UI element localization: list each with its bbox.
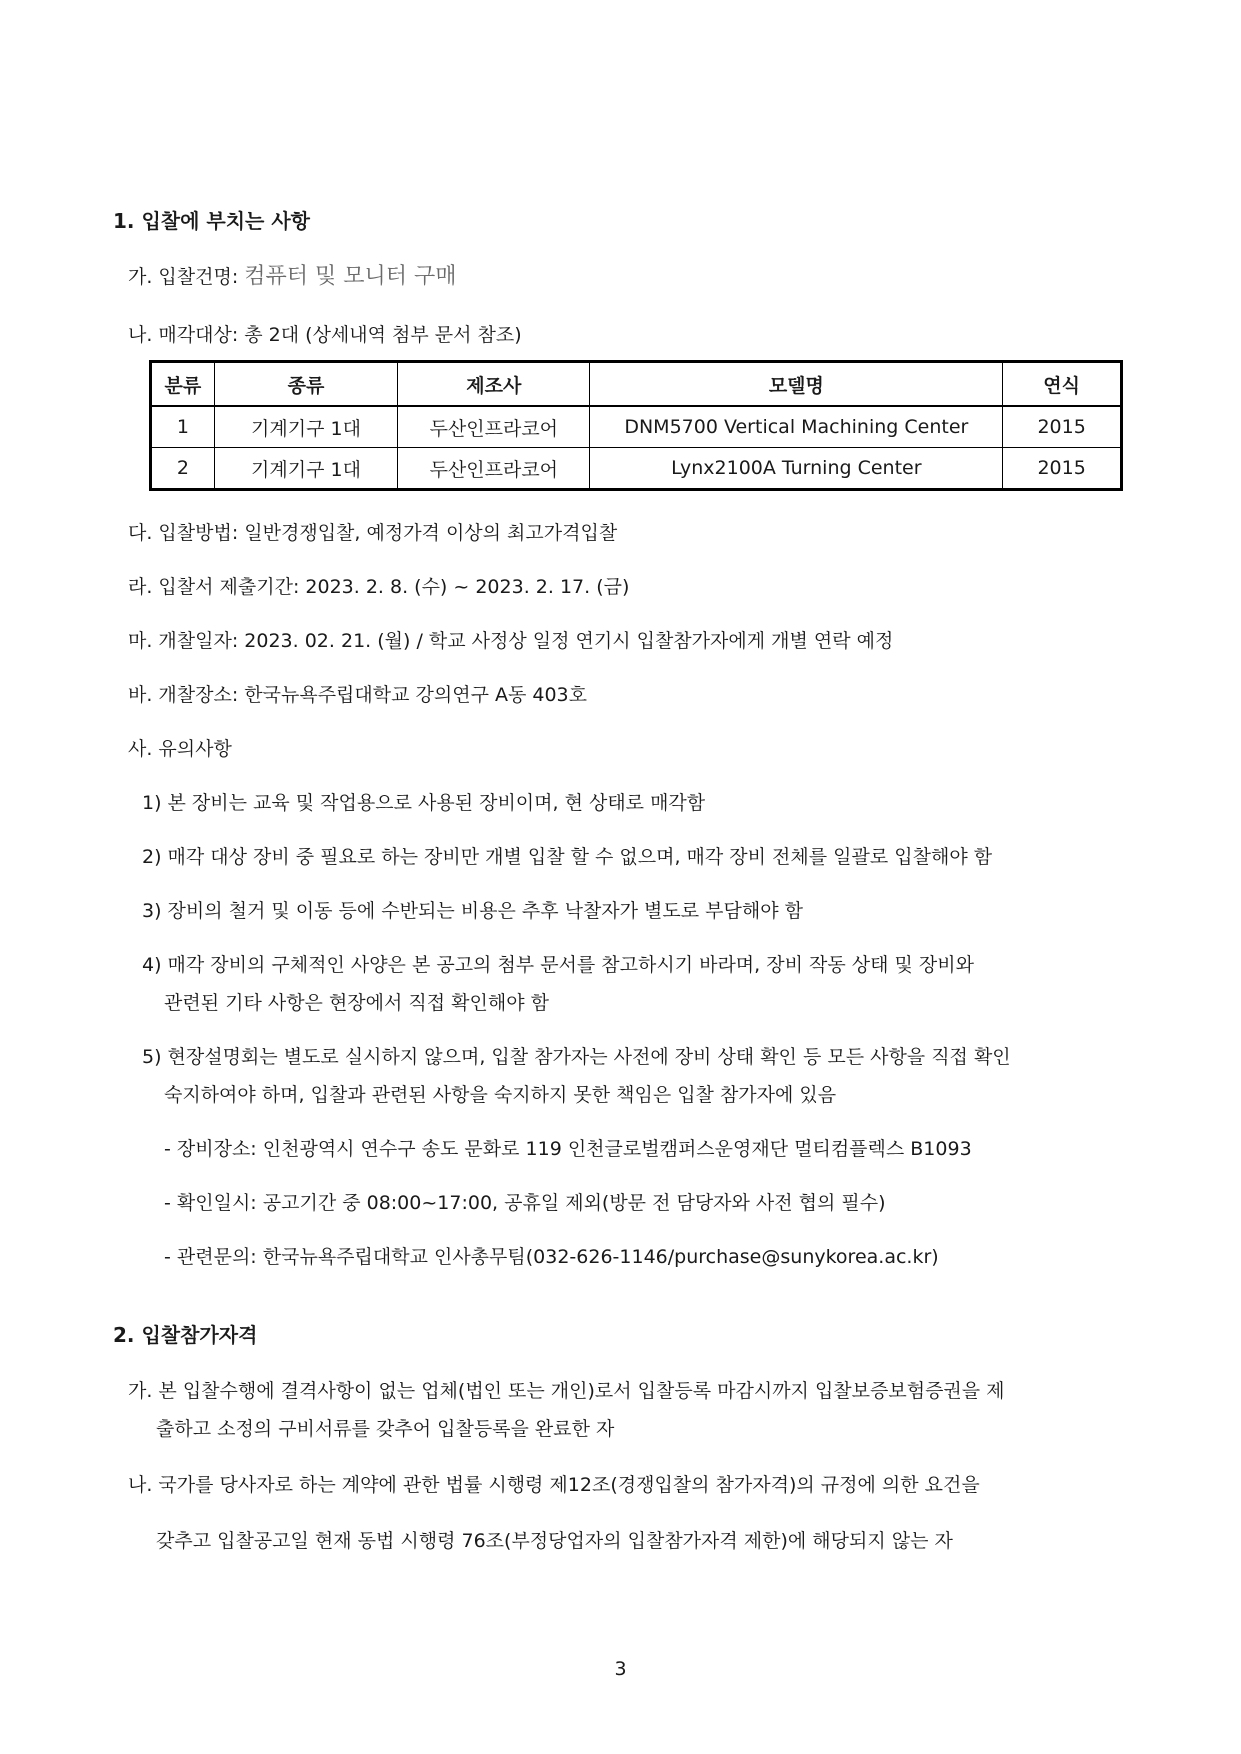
note-5-line-1: 5) 현장설명회는 별도로 실시하지 않으며, 입찰 참가자는 사전에 장비 상태 확인 등 모든 사항을 직접 확인 bbox=[142, 1046, 1011, 1068]
qualification-ga-line-2: 출하고 소정의 구비서류를 갖추어 입찰등록을 완료한 자 bbox=[156, 1418, 615, 1440]
note-4-line-2: 관련된 기타 사항은 현장에서 직접 확인해야 함 bbox=[164, 992, 549, 1014]
cell-year: 2015 bbox=[1003, 406, 1122, 448]
cell-type: 기계기구 1대 bbox=[214, 406, 397, 448]
table-row bbox=[151, 448, 1122, 490]
opening-date-line: 마. 개찰일자: 2023. 02. 21. (월) / 학교 사정상 일정 연기시 입찰참가자에게 개별 연락 예정 bbox=[128, 630, 894, 652]
header-type: 종류 bbox=[214, 362, 397, 407]
submission-period-line: 라. 입찰서 제출기간: 2023. 2. 8. (수) ~ 2023. 2. 17. (금) bbox=[128, 576, 630, 598]
table-row bbox=[151, 406, 1122, 448]
opening-place-line: 바. 개찰장소: 한국뉴욕주립대학교 강의연구 A동 403호 bbox=[128, 684, 587, 706]
notes-heading: 사. 유의사항 bbox=[128, 738, 232, 760]
page-number: 3 bbox=[614, 1658, 627, 1680]
note-4-line-1: 4) 매각 장비의 구체적인 사양은 본 공고의 첨부 문서를 참고하시기 바라며, 장비 작동 상태 및 장비와 bbox=[142, 954, 974, 976]
cell-model: Lynx2100A Turning Center bbox=[590, 448, 1003, 490]
bid-title-value: 컴퓨터 및 모니터 구매 bbox=[244, 264, 457, 289]
table-header-row bbox=[151, 362, 1122, 407]
sale-target-line: 나. 매각대상: 총 2대 (상세내역 첨부 문서 참조) bbox=[128, 324, 522, 346]
cell-category: 1 bbox=[151, 406, 215, 448]
note-2: 2) 매각 대상 장비 중 필요로 하는 장비만 개별 입찰 할 수 없으며, 매각 장비 전체를 일괄로 입찰해야 함 bbox=[142, 846, 993, 868]
header-model: 모델명 bbox=[590, 362, 1003, 407]
equipment-table bbox=[149, 360, 1123, 491]
cell-manufacturer: 두산인프라코어 bbox=[398, 406, 590, 448]
section-1-heading: 1. 입찰에 부치는 사항 bbox=[113, 209, 310, 233]
cell-model: DNM5700 Vertical Machining Center bbox=[590, 406, 1003, 448]
note-3: 3) 장비의 철거 및 이동 등에 수반되는 비용은 추후 낙찰자가 별도로 부담해야 함 bbox=[142, 900, 803, 922]
header-manufacturer: 제조사 bbox=[398, 362, 590, 407]
qualification-ga-line-1: 가. 본 입찰수행에 결격사항이 없는 업체(법인 또는 개인)로서 입찰등록 마감시까지 입찰보증보험증권을 제 bbox=[128, 1380, 1005, 1402]
qualification-na-line-1: 나. 국가를 당사자로 하는 계약에 관한 법률 시행령 제12조(경쟁입찰의 참가자격)의 규정에 의한 요건을 bbox=[128, 1474, 980, 1496]
bid-method-line: 다. 입찰방법: 일반경쟁입찰, 예정가격 이상의 최고가격입찰 bbox=[128, 522, 618, 544]
qualification-na-line-2: 갖추고 입찰공고일 현재 동법 시행령 76조(부정당업자의 입찰참가자격 제한)에 해당되지 않는 자 bbox=[156, 1530, 953, 1552]
cell-manufacturer: 두산인프라코어 bbox=[398, 448, 590, 490]
cell-type: 기계기구 1대 bbox=[214, 448, 397, 490]
header-category: 분류 bbox=[151, 362, 215, 407]
note-5-line-2: 숙지하여야 하며, 입찰과 관련된 사항을 숙지하지 못한 책임은 입찰 참가자에 있음 bbox=[164, 1084, 837, 1106]
cell-year: 2015 bbox=[1003, 448, 1122, 490]
bid-title-line bbox=[128, 264, 457, 290]
header-year: 연식 bbox=[1003, 362, 1122, 407]
detail-contact: - 관련문의: 한국뉴욕주립대학교 인사총무팀(032-626-1146/purchase@sunykorea.ac.kr) bbox=[164, 1246, 939, 1268]
cell-category: 2 bbox=[151, 448, 215, 490]
note-1: 1) 본 장비는 교육 및 작업용으로 사용된 장비이며, 현 상태로 매각함 bbox=[142, 792, 706, 814]
detail-inspection-time: - 확인일시: 공고기간 중 08:00~17:00, 공휴일 제외(방문 전 담당자와 사전 협의 필수) bbox=[164, 1192, 886, 1214]
section-2-heading: 2. 입찰참가자격 bbox=[113, 1323, 258, 1347]
detail-location: - 장비장소: 인천광역시 연수구 송도 문화로 119 인천글로벌캠퍼스운영재단 멀티컴플렉스 B1093 bbox=[164, 1138, 972, 1160]
bid-title-label: 가. 입찰건명: bbox=[128, 266, 245, 288]
